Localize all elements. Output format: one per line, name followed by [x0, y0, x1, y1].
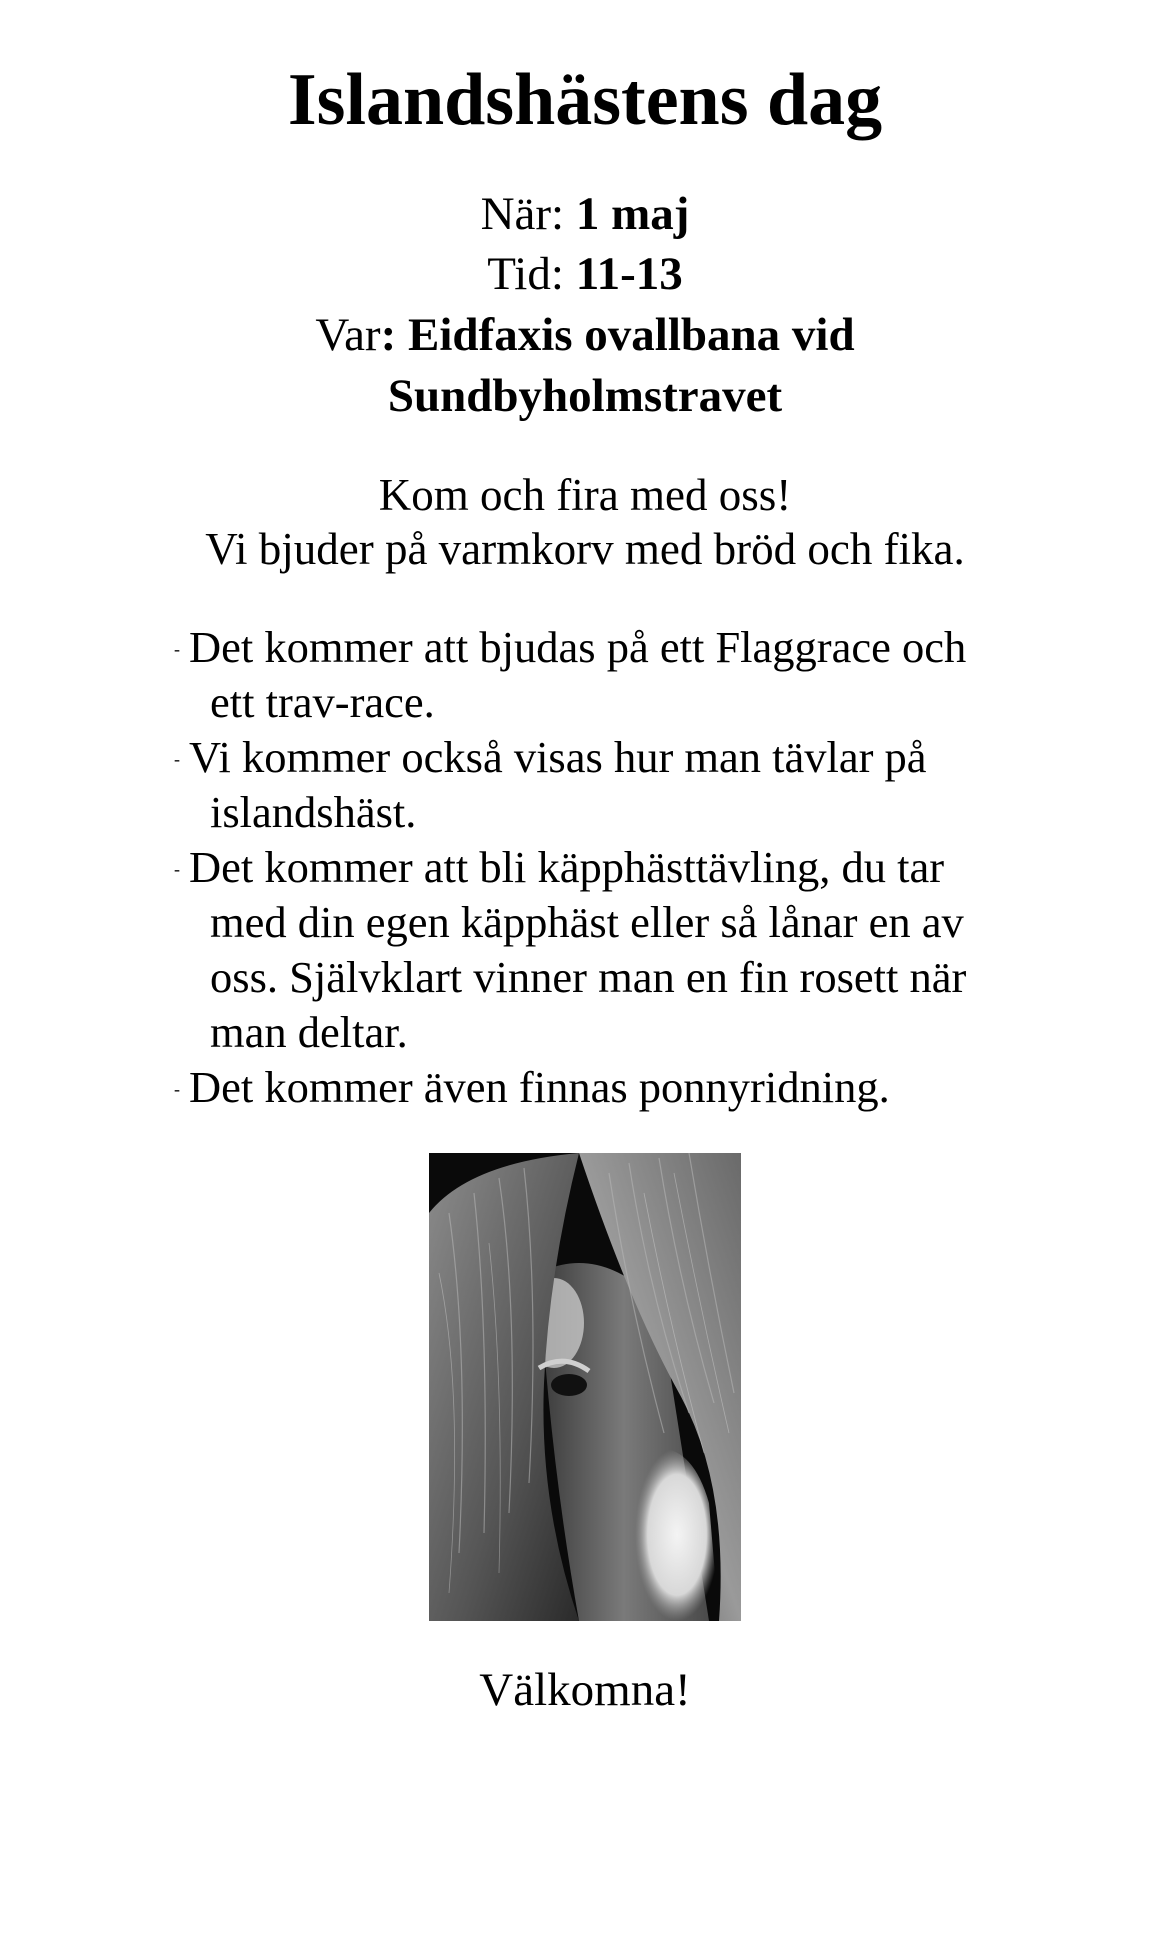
where-label: Var: [315, 309, 381, 361]
bullet-marker: -: [174, 749, 180, 769]
when-value: 1 maj: [575, 188, 690, 240]
horse-eye: [551, 1374, 587, 1396]
time-label: Tid:: [487, 248, 576, 300]
bullet-line: Det kommer även finnas ponnyridning.: [189, 1062, 890, 1112]
bullet-line: Det kommer att bjudas på ett Flaggrace och: [189, 622, 967, 672]
page-title: Islandshästens dag: [287, 59, 883, 141]
bullet-marker: -: [174, 1079, 180, 1099]
bullet-line: Det kommer att bli käpphästtävling, du tar: [189, 842, 945, 892]
bullet-marker: -: [174, 859, 180, 879]
horse-photo: [429, 1153, 741, 1621]
bullet-line: ett trav-race.: [210, 677, 435, 727]
time-value: 11-13: [575, 248, 683, 300]
time-line: [0, 248, 1170, 300]
where-line-2: [0, 370, 1170, 422]
horse-image: [429, 1153, 741, 1621]
bullet-line: islandshäst.: [210, 787, 417, 837]
where-value: : Eidfaxis ovallbana vid: [380, 309, 855, 361]
when-line: [0, 188, 1170, 240]
when-label: När:: [480, 188, 576, 240]
bullet-line: Vi kommer också visas hur man tävlar på: [189, 732, 927, 782]
where-value-cont: Sundbyholmstravet: [387, 370, 783, 422]
intro-line-1: Kom och fira med oss!: [378, 470, 792, 520]
closing-text: Välkomna!: [479, 1664, 691, 1716]
bullet-line: med din egen käpphäst eller så lånar en av: [210, 897, 964, 947]
bullet-marker: -: [174, 639, 180, 659]
intro-line-2: Vi bjuder på varmkorv med bröd och fika.: [205, 524, 965, 574]
bullet-line: oss. Självklart vinner man en fin rosett när: [210, 952, 967, 1002]
where-line: [0, 309, 1170, 361]
bullet-line: man deltar.: [210, 1007, 408, 1057]
